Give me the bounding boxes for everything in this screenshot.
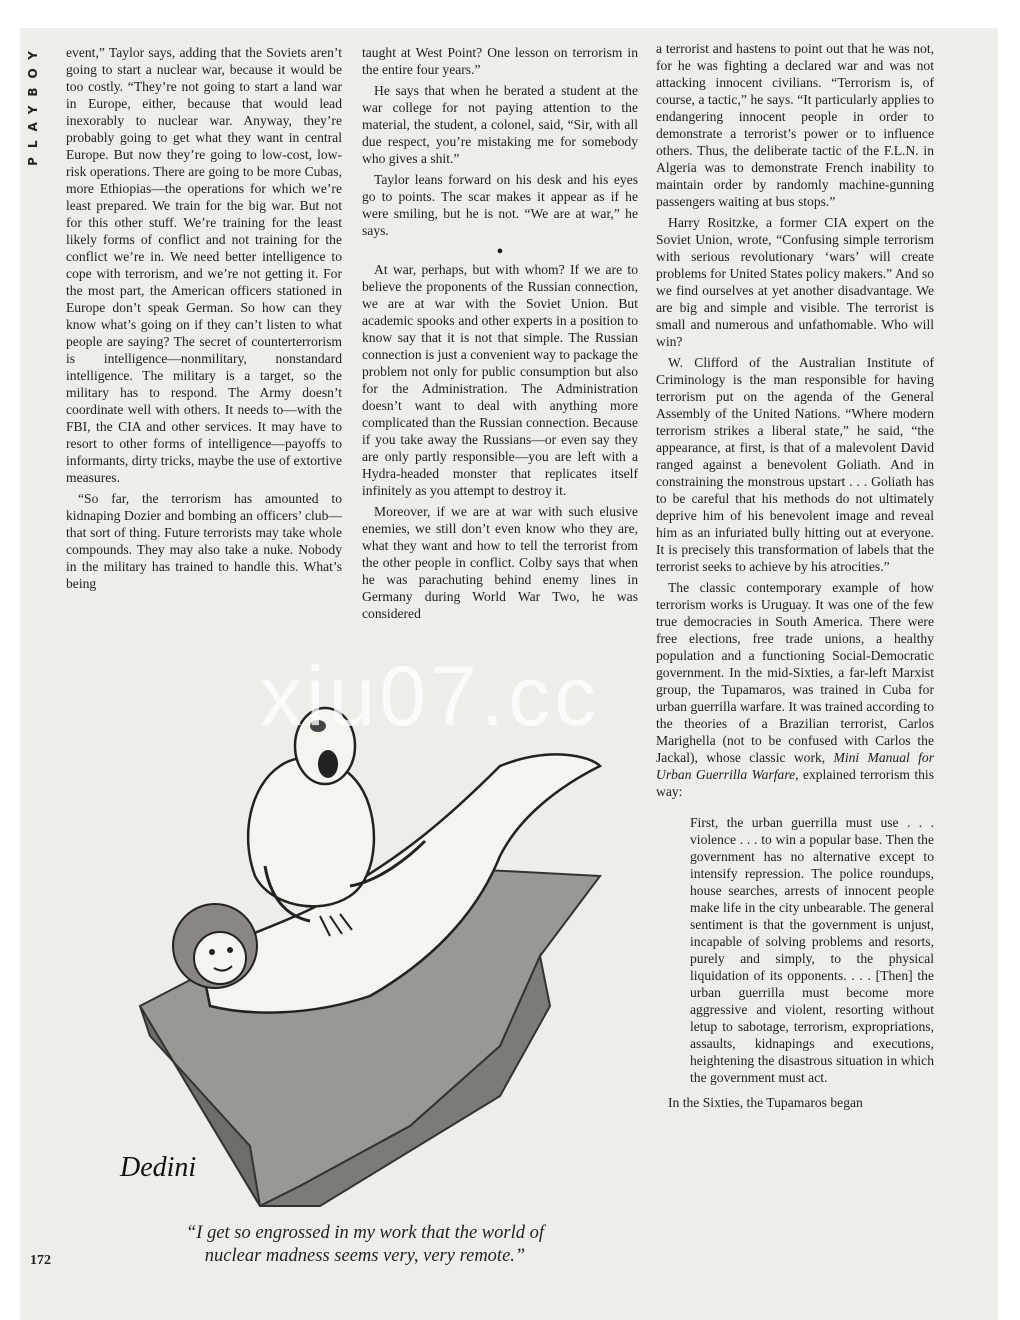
paragraph: taught at West Point? One lesson on terrorism in the entire four years.” xyxy=(362,45,638,77)
paragraph: a terrorist and hastens to point out that he was not, for he was fighting a declared war and was not attacking innocent civilians. “Terrorism is, of course, a tactic,” he says. “It particularly applies to endangering innocent people in order to demonstrate a terrorist’s power or to influence others. Thus, the deliberate tactic of the F.L.N. in Algeria was to demonstrate French inability to maintain order by randomly machine-gunning passengers waiting at bus stops.” xyxy=(656,41,934,209)
caption-line: “I get so engrossed in my work that the world of xyxy=(186,1223,544,1243)
paragraph: Moreover, if we are at war with such elusive enemies, we still don’t even know who they are, what they want and how to tell the terrorist from the other people in conflict. Colby says that when he was parachuting behind enemy lines in Germany during World War Two, he was considered xyxy=(362,504,638,621)
paragraph: event,” Taylor says, adding that the Soviets aren’t going to start a nuclear war, because it would be too costly. “They’re not going to start a land war in Europe, either, because that would lead inexorably to nuclear war. Anyway, they’re probably going to get what they want in central Europe. But now they’re going to low-cost, low-risk operations. There are going to be more Cubas, more Ethiopias—the operations for which we’re least prepared. We train for the big war. But not for this other stuff. We’re training for the least likely forms of conflict and not training for the conflict we’re in. We need better intelligence to cope with terrorism, and we’re not getting it. For the most part, the American officers stationed in Europe don’t speak German. So how can they know what’s going on if they can’t listen to what people are saying? The secret of counterterrorism is intelligence—nonmilitary, nonstandard intelligence. The military is a target, so the military has to respond. The Army doesn’t coordinate well with others. It needs to—with the FBI, the CIA and other services. It may have to resort to other forms of intelligence—payoffs to informants, dirty tricks, maybe the use of extortive measures. xyxy=(66,45,342,485)
paragraph xyxy=(656,579,934,800)
paragraph-text: The classic contemporary example of how terrorism works is Uruguay. It was one of the few true democracies in South America. There were free elections, free trade unions, a healthy population and a functioning Social-Democratic government. In the mid-Sixties, a far-left Marxist group, the Tupamaros, was trained in Cuba for urban guerrilla warfare. It was trained according to the theories of a Brazilian terrorist, Carlos Marighella (not to be confused with Carlos the Jackal), whose classic work, xyxy=(656,580,934,765)
paragraph-text: , explained terrorism this way: xyxy=(656,767,934,799)
column-2 xyxy=(362,44,638,622)
book-title: Mini Manual for Urban Guerrilla Warfare xyxy=(656,750,934,782)
paragraph: “So far, the terrorism has amounted to kidnaping Dozier and bombing an officers’ club—that sort of thing. Future terrorists may take whole compounds. They may also take a nuke. Nobody in the military has trained to handle this. What’s being xyxy=(66,491,342,591)
paragraph: At war, perhaps, but with whom? If we are to believe the proponents of the Russian connection, we are at war with the Soviet Union. But academic spooks and other experts in a position to know say that it is not that simple. The Russian connection is just a convenient way to package the problem not only for public consumption but also for the Administration. The Administration doesn’t want to deal with anything more complicated than the Russian connection. Because if you take away the Russians—or even say they are only partly responsible—you are left with a Hydra-headed monster that replicates itself infinitely as you attempt to destroy it. xyxy=(362,262,638,498)
paragraph: In the Sixties, the Tupamaros began xyxy=(668,1095,863,1110)
quote-text: First, the urban guerrilla must use . . . violence . . . to win a popular base. Then the government has no alternative except to intensify repression. The police roundups, house searches, arrests of innocent people make life in the city unbearable. The general sentiment is that the government is unjust, incapable of solving problems and resorts, purely and simply, to the physical liquidation of its opponents. . . . [Then] the urban guerrilla must become more aggressive and violent, resorting without letup to sabotage, terrorism, expropriations, assaults, kidnapings and executions, heightening the disastrous situation in which the government must act. xyxy=(690,815,934,1085)
paragraph: He says that when he berated a student at the war college for not paying attention to the material, the student, a colonel, said, “Sir, with all due respect, you’re mistaking me for somebody who gives a shit.” xyxy=(362,83,638,166)
paragraph: Taylor leans forward on his desk and his eyes go to points. The scar makes it appear as if he were smiling, but he is not. “We are at war,” he says. xyxy=(362,172,638,238)
magazine-side-label: PLAYBOY xyxy=(26,42,40,166)
cartoon-illustration xyxy=(80,706,640,1226)
magazine-page xyxy=(20,28,998,1320)
section-break-bullet: ● xyxy=(496,245,504,257)
block-quote xyxy=(690,814,934,1086)
paragraph: W. Clifford of the Australian Institute of Criminology is the man responsible for having terrorism put on the agenda of the General Assembly of the United Nations. “Where modern terrorism strikes a liberal state,” he said, “the appearance, at first, is that of a malevolent David ranged against a benevolent Goliath. And in constraining the monstrous upstart . . . Goliath has to be careful that his methods do not ultimately deprive him of his benevolent image and reveal him as an infuriated bully hitting out at everyone. It is precisely this transformation of labels that the terrorist seeks to achieve by his atrocities.” xyxy=(656,355,934,574)
cartoon-signature: Dedini xyxy=(120,1152,197,1183)
cartoon-caption xyxy=(130,1222,600,1268)
column-3 xyxy=(656,40,934,1111)
column-1 xyxy=(66,44,342,592)
watermark: xiu07.cc xyxy=(260,649,601,743)
paragraph: Harry Rositzke, a former CIA expert on the Soviet Union, wrote, “Confusing simple terrorism with serious revolutionary ‘wars’ will create problems for United States policy makers.” And so we find ourselves at yet another disadvantage. We are big and simple and visible. The terrorist is small and numerous and unfathomable. Who will win? xyxy=(656,215,934,349)
caption-line: nuclear madness seems very, very remote.” xyxy=(204,1246,526,1266)
page-number: 172 xyxy=(30,1253,51,1268)
